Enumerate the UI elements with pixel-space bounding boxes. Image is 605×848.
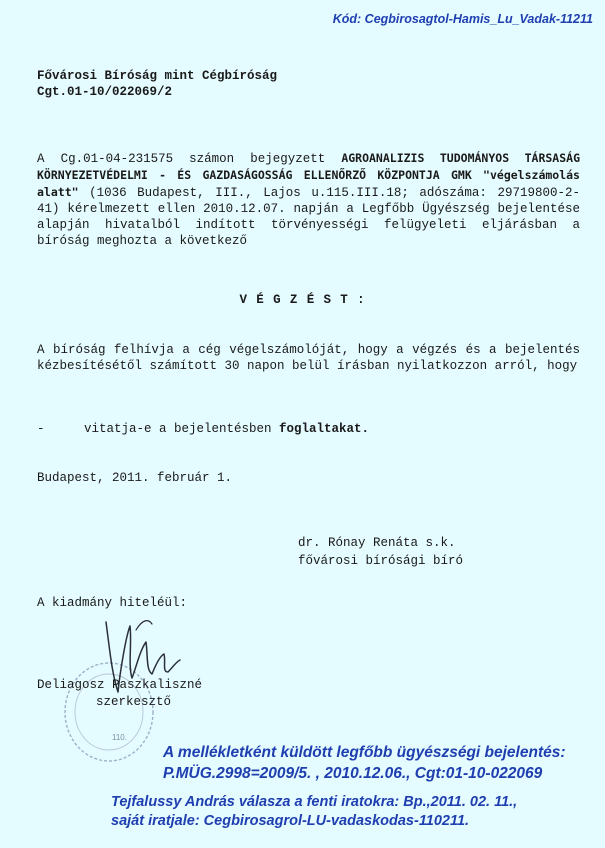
ruling-heading: V É G Z É S T : [239,293,366,307]
signer-block [298,534,463,570]
clerk-block [37,677,202,711]
annotation-reply [111,793,517,831]
document-code: Kód: Cegbirosagtol-Hamis_Lu_Vadak-11211 [332,12,593,26]
ruling-paragraph: A bíróság felhívja a cég végelszámolóját, hogy a végzés és a bejelentés kézbesítésétől számított 30 napon belül írásban nyilatkozzon arról, hogy [37,343,580,373]
annotation-attachment [163,742,566,784]
court-block [37,68,277,100]
intro-rest: (1036 Budapest, III., Lajos u.115.III.18; adószáma: 29719800-2-41) kérelmezett ellen 2010.12.07. napján a Legfőbb Ügyészség bejelentése alapján hivatalból indított törvényességi felügyeleti eljárásban a bíróság meghozta a következő [37,186,580,248]
clerk-role: szerkesztő [96,695,172,709]
certification-label: A kiadmány hiteléül: [37,596,188,610]
case-number: Cgt.01-10/022069/2 [37,85,173,99]
signer-title: fővárosi bírósági bíró [298,554,464,568]
bullet-text: vitatja-e a bejelentésben [84,422,280,436]
court-name: Fővárosi Bíróság mint Cégbíróság [37,69,278,83]
company-name: AGROANALIZIS TUDOMÁNYOS TÁRSASÁG KÖRNYEZETVÉDELMI - ÉS GAZDASÁGOSSÁG ELLENŐRZŐ KÖZPONTJA GMK "végelszámolás alatt" [37,151,580,199]
date-line: Budapest, 2011. február 1. [37,471,233,485]
bullet-dash: - [37,422,45,436]
stamp-number: 110. [112,733,127,742]
intro-paragraph [37,150,580,249]
annotation-line-4: saját iratjale: Cegbirosagrol-LU-vadaskodas-110211. [111,813,470,829]
bullet-item [37,422,369,436]
signer-name: dr. Rónay Renáta s.k. [298,536,456,550]
annotation-line-1: A mellékletként küldött legfőbb ügyészségi bejelentés: [163,744,566,761]
annotation-line-3: Tejfalussy András válasza a fenti iratokra: Bp.,2011. 02. 11., [111,794,518,810]
clerk-name: Deliagosz Paszkaliszné [37,678,203,692]
annotation-line-2: P.MÜG.2998=2009/5. , 2010.12.06., Cgt:01-10-022069 [163,765,543,782]
intro-lead: A Cg.01-04-231575 számon bejegyzett [37,152,342,166]
bullet-emphasis: foglaltakat. [279,422,370,436]
